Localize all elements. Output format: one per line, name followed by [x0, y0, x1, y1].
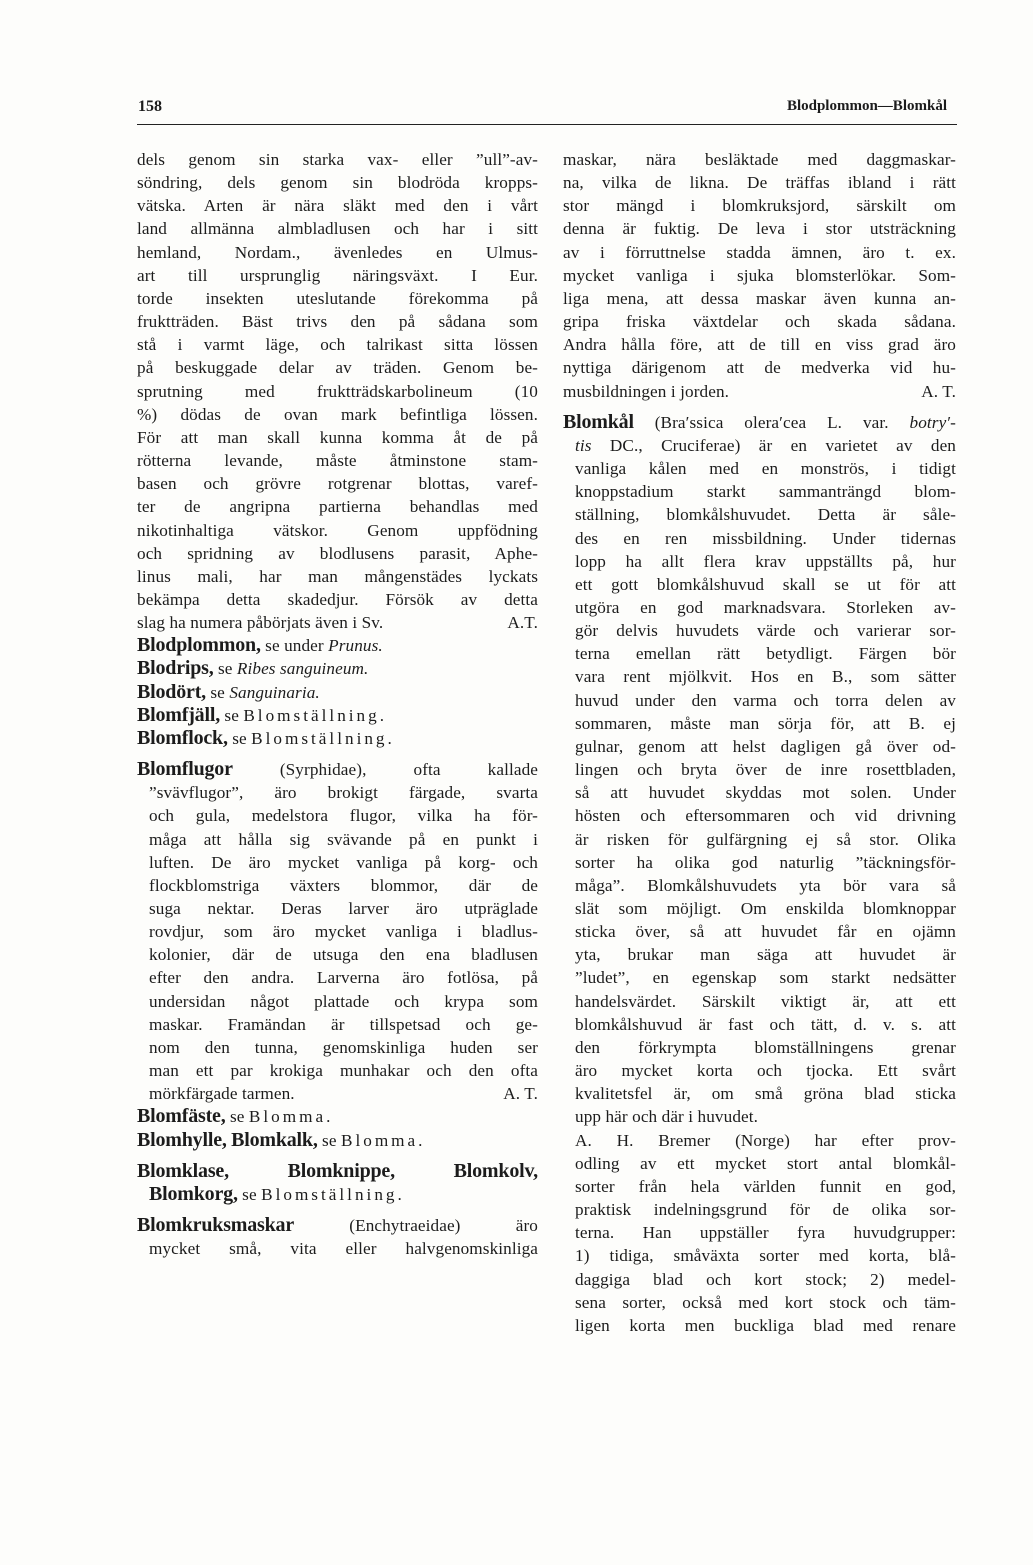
headword: Blomklase,	[137, 1159, 229, 1182]
text-line: luften. De äro mycket vanliga på korg- och	[149, 852, 538, 872]
text-line: land allmänna almbladlusen och har i sitt	[137, 219, 538, 239]
text-line: och spridning av blodlusens parasit, Aphe-	[137, 543, 538, 563]
text-line: 1) tidiga, småväxta sorter med korta, blå-	[575, 1246, 956, 1266]
text-fragment: (Enchytraeidae) äro	[349, 1216, 538, 1236]
headword: Blomflock,	[137, 726, 228, 749]
headword: Blodplommon,	[137, 634, 261, 657]
text-line: daggiga blad och kort stock; 2) medel-	[575, 1269, 956, 1289]
text-line: lopp ha allt flera krav uppställts på, hur	[575, 551, 956, 571]
text-line: odling av ett mycket stort antal blomkål-	[575, 1153, 956, 1173]
text-line: hemland, Nordam., ävenledes en Ulmus-	[137, 242, 538, 262]
entry-blodort	[137, 681, 538, 704]
text-line	[563, 434, 956, 457]
text-line: art till ursprunglig näringsväxt. I Eur.	[137, 265, 538, 285]
text-line: dels genom sin starka vax- eller ”ull”-av-	[137, 150, 538, 169]
cross-reference[interactable]: Blomställning.	[251, 728, 395, 748]
text-line: linus mali, har man mångenstädes lyckats	[137, 566, 538, 586]
text-line: utgöra en god marknadsvara. Storleken av-	[575, 597, 956, 617]
text-line: hösten och eftersommaren och vid drivning	[575, 806, 956, 826]
text-line: terna emellan rätt betydligt. Färgen bör	[575, 644, 956, 664]
headword: Blomkolv,	[453, 1159, 538, 1182]
text-line: bekämpa detta skadedjur. Försök av detta	[137, 589, 538, 609]
cross-reference[interactable]: Blomställning.	[243, 705, 388, 725]
text-line: ligen korta men buckliga blad med renare	[575, 1315, 956, 1335]
text-line-last	[137, 611, 538, 634]
headword: Blomkalk,	[231, 1128, 318, 1151]
text-fragment: botry′-	[909, 412, 956, 432]
text-line: des en ren missbildning. Under tidernas	[575, 528, 956, 548]
entry-text: se	[210, 682, 225, 702]
cross-reference[interactable]: Blomma.	[248, 1107, 334, 1127]
text-line: sorter från hela världen funnit en god,	[575, 1176, 956, 1196]
text-line: man ett par krokiga munhakar och den ofta	[149, 1061, 538, 1081]
text-line: undersidan något plattade och krypa som	[149, 991, 538, 1011]
text-line	[137, 1183, 538, 1206]
text-line: sorter ha olika god naturlig ”täckningsför-	[575, 852, 956, 872]
entry-blomhylle	[137, 1129, 538, 1152]
text-line: ”svävflugor”, äro brokigt färgade, svarta	[149, 783, 538, 803]
entry-blodplommon	[137, 634, 538, 657]
text-line: är risken för gulfärgning ej så stor. Olika	[575, 829, 956, 849]
text-line: lingen och bryta över de inre rosettbladen,	[575, 760, 956, 780]
left-column	[137, 148, 538, 1260]
entry-blomkruksmaskar-continued	[563, 148, 956, 403]
headword: Blomkål	[563, 410, 634, 433]
author-initials: A. T.	[921, 381, 956, 401]
text-line: vara rent mjölkvit. Hos en B., som sätter	[575, 667, 956, 687]
text-line: efter den andra. Larverna äro fotlösa, på	[149, 968, 538, 988]
text-fragment: (Syrphidae), ofta kallade	[279, 760, 538, 780]
text-line: ställning, blomkålshuvudet. Detta är såle-	[575, 505, 956, 525]
text-line-last	[137, 1082, 538, 1105]
entry-blomflugor	[137, 758, 538, 1105]
text-line: nyttiga därigenom att de medverka vid hu-	[563, 358, 956, 378]
text-line: upp här och där i huvudet.	[575, 1107, 759, 1127]
text-line	[137, 1214, 538, 1237]
text-line: sommaren, måste man sörja för, att B. ej	[575, 713, 956, 733]
headword: Blomhylle,	[137, 1128, 227, 1151]
entry-text: se under	[265, 636, 324, 656]
text-line: ett gott blomkålshuvud skall se ut för att	[575, 574, 956, 594]
text-line: på beskuggade delar av träden. Genom be-	[137, 358, 538, 378]
text-line: gulnar, genom att helst dagligen gå över od-	[575, 736, 956, 756]
text-line: kvalitetsfel är, om små gröna blad sticka	[575, 1084, 956, 1104]
text-line: maskar, nära besläktade med daggmaskar-	[563, 150, 956, 169]
text-fragment: DC., Cruciferae) är en varietet av den	[609, 435, 956, 455]
text-line: blomkålshuvud är fast och tätt, d. v. s. att	[575, 1014, 956, 1034]
author-initials: A. T.	[503, 1084, 538, 1104]
text-line: Andra hålla före, att de till en viss grad äro	[563, 335, 956, 355]
text-line: liga mena, att dessa maskar även kunna an-	[563, 288, 956, 308]
text-line: basen och grövre rotgrenar blottas, varef-	[137, 474, 538, 494]
headword: Blodrips,	[137, 657, 214, 680]
text-line	[563, 411, 956, 434]
headword: Blomkorg,	[149, 1182, 238, 1205]
headword: Blomkruksmaskar	[137, 1214, 295, 1237]
cross-reference[interactable]: Ribes sanguineum.	[236, 659, 369, 679]
text-line: mycket vanliga i sjuka blomsterlökar. Som-	[563, 265, 956, 285]
entry-text: se	[224, 705, 239, 725]
text-line: sprutning med fruktträdskarbolineum (10	[137, 381, 538, 401]
text-line: För att man skall kunna komma åt de på	[137, 427, 538, 447]
text-line: denna är fuktig. De leva i stor utsträckning	[563, 219, 956, 239]
text-line	[137, 1160, 538, 1183]
text-line: A. H. Bremer (Norge) har efter prov-	[575, 1130, 956, 1150]
text-line: den förkrympta blomställningens grenar	[575, 1037, 956, 1057]
running-head: Blodplommon—Blomkål	[786, 98, 947, 114]
text-fragment: slag ha numera påbörjats även i Sv.	[137, 613, 384, 633]
text-line: måga”. Blomkålshuvudets yta bör vara så	[575, 875, 956, 895]
text-line: ter de angripna partierna behandlas med	[137, 497, 538, 517]
text-line: terna. Han uppställer fyra huvudgrupper:	[575, 1223, 956, 1243]
entry-blomkal	[563, 411, 956, 1337]
text-line: så att huvudet skyddas mot solen. Under	[575, 783, 956, 803]
text-line: söndring, dels genom sin blodröda kropps-	[137, 173, 538, 193]
text-line: äro mycket korta och tjocka. Ett svårt	[575, 1061, 956, 1081]
text-line: mycket små, vita eller halvgenomskinliga	[149, 1239, 538, 1259]
text-line: handelsvärdet. Särskilt viktigt är, att ett	[575, 991, 956, 1011]
entry-text: se	[242, 1184, 257, 1204]
text-line: stor mängd i blomkruksjord, särskilt om	[563, 196, 956, 216]
entry-blodrips	[137, 657, 538, 680]
text-line: fruktträden. Bäst trivs den på sådana som	[137, 312, 538, 332]
entry-text: se	[232, 728, 247, 748]
entry-text: se	[217, 659, 233, 679]
text-line: yta, brukar man säga att huvudet är	[575, 945, 956, 965]
text-fragment: (Bra′ssica olera′cea	[654, 412, 807, 432]
text-fragment: L. var.	[827, 412, 889, 432]
page-header	[137, 96, 957, 125]
page-number: 158	[138, 98, 162, 115]
text-fragment: tis	[575, 435, 592, 455]
text-line: stå i varmt läge, och talrikast sitta lössen	[137, 335, 538, 355]
text-line: rötterna levande, måste åtminstone stam-	[137, 451, 538, 471]
headword: Blodört,	[137, 680, 206, 703]
text-line: praktisk indelningsgrund för de olika sor-	[575, 1200, 956, 1220]
entry-blomflock	[137, 727, 538, 750]
text-line-last	[563, 380, 956, 403]
text-fragment: mörkfärgade tarmen.	[149, 1084, 295, 1104]
text-line: slät som möjligt. Om enskilda blomknoppar	[575, 899, 956, 918]
entry-blomfaste	[137, 1105, 538, 1128]
text-line: torde insekten uteslutande förekomma på	[137, 288, 538, 308]
text-line: knoppstadium starkt sammanträngd blom-	[575, 482, 956, 502]
entry-blodlus-continued	[137, 148, 538, 634]
text-line: kolonier, där de utsuga den ena bladlusen	[149, 945, 538, 965]
text-line: sticka över, så att huvudet får en ojämn	[575, 922, 956, 942]
entry-text: se	[229, 1107, 245, 1127]
text-line: maskar. Framändan är tillspetsad och ge-	[149, 1014, 538, 1034]
cross-reference[interactable]: Prunus.	[328, 636, 383, 656]
text-line: måga att hålla sig svävande på en punkt i	[149, 829, 538, 849]
text-line: av i förruttnelse stadda ämnen, äro t. ex.	[563, 242, 956, 262]
cross-reference[interactable]: Blomma.	[340, 1130, 426, 1150]
entry-text: se	[322, 1130, 337, 1150]
text-line	[137, 758, 538, 781]
text-line: flockblomstriga växters blommor, där de	[149, 875, 538, 895]
entry-blomfjall	[137, 704, 538, 727]
text-line: gripa friska växtdelar och skada sådana.	[563, 312, 956, 332]
headword: Blomfäste,	[137, 1105, 226, 1128]
text-line: na, vilka de likna. De träffas ibland i rätt	[563, 173, 956, 193]
entry-blomkruksmaskar	[137, 1214, 538, 1260]
text-fragment: musbildningen i jorden.	[563, 381, 730, 401]
text-line: och gula, medelstora flugor, vilka ha för-	[149, 806, 538, 826]
text-line: suga nektar. Deras larver äro utpräglade	[149, 899, 538, 918]
text-line: vätska. Arten är nära släkt med den i vårt	[137, 196, 538, 216]
entry-blomklase	[137, 1160, 538, 1206]
text-line: %) dödas de ovan mark befintliga lössen.	[137, 404, 538, 424]
text-line: vanliga kålen med en monströs, i tidigt	[575, 459, 956, 479]
author-initials: A.T.	[507, 613, 538, 633]
right-column	[563, 148, 956, 1337]
headword: Blomflugor	[137, 758, 233, 781]
text-line: gör delvis huvudets värde och varierar sor-	[575, 621, 956, 641]
headword: Blomfjäll,	[137, 703, 220, 726]
text-line: nikotinhaltiga vätskor. Genom uppfödning	[137, 520, 538, 540]
text-line: ”ludet”, en egenskap som starkt nedsätter	[575, 968, 956, 988]
text-line: nom den tunna, genomskinliga huden ser	[149, 1037, 538, 1057]
text-line: huvud under den varma och torra delen av	[575, 690, 956, 710]
text-line: sena sorter, också med kort stock och täm-	[575, 1292, 956, 1312]
text-line: rovdjur, som äro mycket vanliga i bladlus-	[149, 922, 538, 942]
cross-reference[interactable]: Blomställning.	[261, 1184, 405, 1204]
cross-reference[interactable]: Sanguinaria.	[229, 682, 320, 702]
headword: Blomknippe,	[287, 1159, 395, 1182]
